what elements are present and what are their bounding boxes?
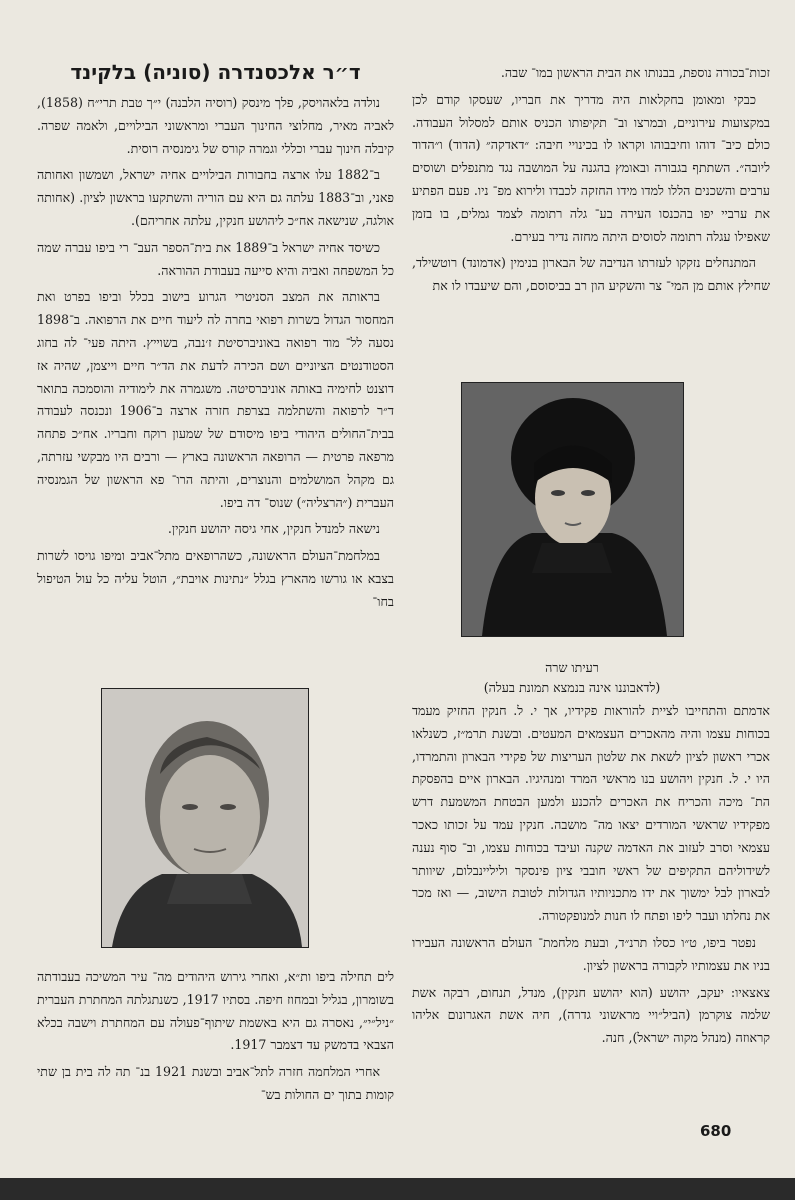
paragraph: נישאה למנדל חנקין, אחי גיסה יהושע חנקין. bbox=[167, 521, 380, 537]
paragraph: לים תחילה ביפו ות״א, ואחרי גירוש היהודים מה־ עיר המשיכה בעבודתה בשומרון, בגליל ובמחוז חיפה. בסתיו 1917, כשנתגלתה המחתרת העברית ״ניל״י״, נאסרה גם היא באשמת שיתוף־פעולה עם המחתרת וישבה בכלא הצבאי בדמשק עד דצמבר 1917. bbox=[37, 969, 394, 1053]
portrait-photo-alexandra bbox=[101, 688, 309, 948]
paragraph: אחרי המלחמה חזרה לתל־אביב ובשנת 1921 בנ־ תה לה בית בן שתי קומות בתוך ים החולות בש־ bbox=[37, 1064, 394, 1102]
paragraph: ב־1882 עלו ארצה בחבורות הבילויים אחיה ישראל, ושמשון ואחותה פאני, וב־1883 עלתה גם היא עם הוריה והשתקעו בראשון לציון. (אחותה אולגה, שנישאה אח״כ ליהושע חנקין, עלתה אחריהם). bbox=[37, 167, 394, 228]
paragraph: זכות־בכורה נוספת, בבנותו את הבית הראשון במו־ שבה. bbox=[500, 65, 770, 80]
portrait-photo-sarah bbox=[461, 382, 684, 637]
left-column-top bbox=[37, 92, 394, 680]
paragraph: במלחמת־העולם הראשונה, כשהרופאים מתל־אביב ומיפו גויסו לשרות בצבא או גורשו מהארץ בגלל ״נתינות אויבת״, הוטל עליה כל עול הטיפול בחו־ bbox=[37, 548, 394, 609]
caption-note: (לדאבוננו אינה בנמצא תמונת בעלה) bbox=[483, 680, 661, 695]
paragraph: כשיסד אחיה ישראל ב־1889 את בית־הספר העב־ רי ביפו עברה שמה כל המשפחה ואביה והיא סייעה בעבודת ההוראה. bbox=[37, 239, 394, 278]
paragraph: המתנחלים נזקקו לעזרתו הנדיבה של הבארון בנימין (אדמונד) רוטשילד, שחילץ אותם מן המי־ צר והשקיע הון רב בביסוסם, והם שיעבדו לו את bbox=[412, 255, 770, 294]
photo-caption bbox=[412, 658, 732, 698]
paragraph: נולדה בלאהויסק, פלך מינסק (רוסיה הלבנה) י״ך טבת תרי״ח (1858), לאביה מאיר, מחלוצי החינוך העברי ומראשוני הבילויים, ולאמה שפרה. קיבלה חינוך עברי וכללי וגמרה קורס של גימנסיה רוסית. bbox=[37, 95, 394, 156]
left-column-bottom bbox=[37, 966, 394, 1126]
page-number: 680 bbox=[700, 1122, 732, 1140]
portrait-sarah-image bbox=[462, 383, 683, 636]
paragraph: כבקי ומאומן בחקלאות היה מדריך את חבריו, שעסקו קודם לכן במקצועות עירוניים, ובמרצו וב־ תקיפותו הכניס אותם למסלול העבודה. כולם כיב־ דוהו וחיבבוהו וקראו לו בכינויי חיבה: ״דאדקה״ (הדוד) ו״הדוד ליובה״. השתתף בגבורה ובאומץ בהגנה על המושבה נגד מתנפלים ושוסים ערבים והשכנים הללו למדו מידו החזקה לכבדו ולירוא מפ־ ניו. פעם הפתיע את ערביי יפו בהכנסו העירה בע־ גלה רתומה לצמד גמלים, בו בזמן שאפילו עגלה רתומה לסוסים היתה מחזה נדיר בעירם. bbox=[412, 91, 770, 244]
paragraph: נפטר ביפו, ט״ו כסלו תרנ״ד, ובעת מלחמת־ העולם הראשונה העבירו בניו את עצמותיו לקבורה בראשון לציון. bbox=[412, 934, 770, 973]
article-title: ד״ר אלכסנדרה (סוניה) בלקינד bbox=[70, 60, 361, 84]
scan-border bbox=[0, 1178, 795, 1200]
paragraph: אדמתם והתחייבו לציית להוראות פקידיו, אך י. ל. חנקין החזיק מעמד בכוחות עצמו והיה מהאכרים העצמאים המעטים. ובשנת תרמ״ז, כשנלאו אכרי ראשון לציון לשאת את שלטון העריצות של פקידי הבארון והתמרדו, היו י. ל. חנקין ויהושע בנו מראשי המרד ומנהיגיו. הבארון איים בהפסקת הת־ מיכה והכריח את האכרים להכנע ולמען הבטחת המשמעת דרש מפקידיו שראשי המורדים יצאו מה־ מושבה. חנקין עמד על זכותו כאכר עצמאי וסרב לעזוב את האדמה שקנה ועיבד בכוחות עצמו, וב־ סוף נענה לשידוליהם התקיפים של ראשי חובבי ציון פינסקר וליליינבלום, שיוותר לבארון לבל ימשוך את ידו מתכניותיו הגדולות לטובת הישוב, — ואז מכר את נחלתו ועבר ליפו ופתח לו חנות למנופקטורה. bbox=[412, 703, 770, 924]
paragraph: בראותה את המצב הסניטרי הגרוע בישוב בכלל וביפו בפרט ואת המחסור הגדול בשרות רפואי בחרה לה ליעוד חיים את הרפואה. ב־1898 נסעה לל־ מוד רפואה באוניברסיטת ז׳נבה, בשוייץ. היתה פעי־ לה בחוג הסטודנטים הציוניים ושם הכירה לדעת את הד״ר חיים וייצמן, שהיה אז דוצנט לחימיה באותה אוניברסיטה. משגמרה את לימודיה והוסמכה בתואר ד״ר לרפואה והשתלמה בצרפת חזרה ארצה ב־1906 ונכנסה לעבודה בבית־החולים היהודי ביפו מיסודם של שמעון רוקח וחבריו. אח״כ פתחה מרפאה פרטית — הרופאה הראשונה בארץ — ורבים היו מבקשי עזרתה, גם מקהל המושלמים והנוצרים, והיתה הרו־ פא הראשון של הגמנסיה העברית (״הרצליה״) שנוס־ דה ביפו. bbox=[37, 289, 394, 510]
paragraph: צאצאיו: יעקב, יהושע (הוא יהושע חנקין), מנדל, תנחום, רבקה אשת שלמה צוקרמן (הביל״ויי מראשוני גדרה), חיה אשת האגרונום אליהו קראוזה (מנהל מקוה ישראל), חנה. bbox=[412, 984, 770, 1046]
caption-name: רעיתו שרה bbox=[545, 660, 599, 675]
right-column-top bbox=[412, 62, 770, 362]
right-column-bottom bbox=[412, 700, 770, 1120]
portrait-alexandra-image bbox=[102, 689, 308, 947]
